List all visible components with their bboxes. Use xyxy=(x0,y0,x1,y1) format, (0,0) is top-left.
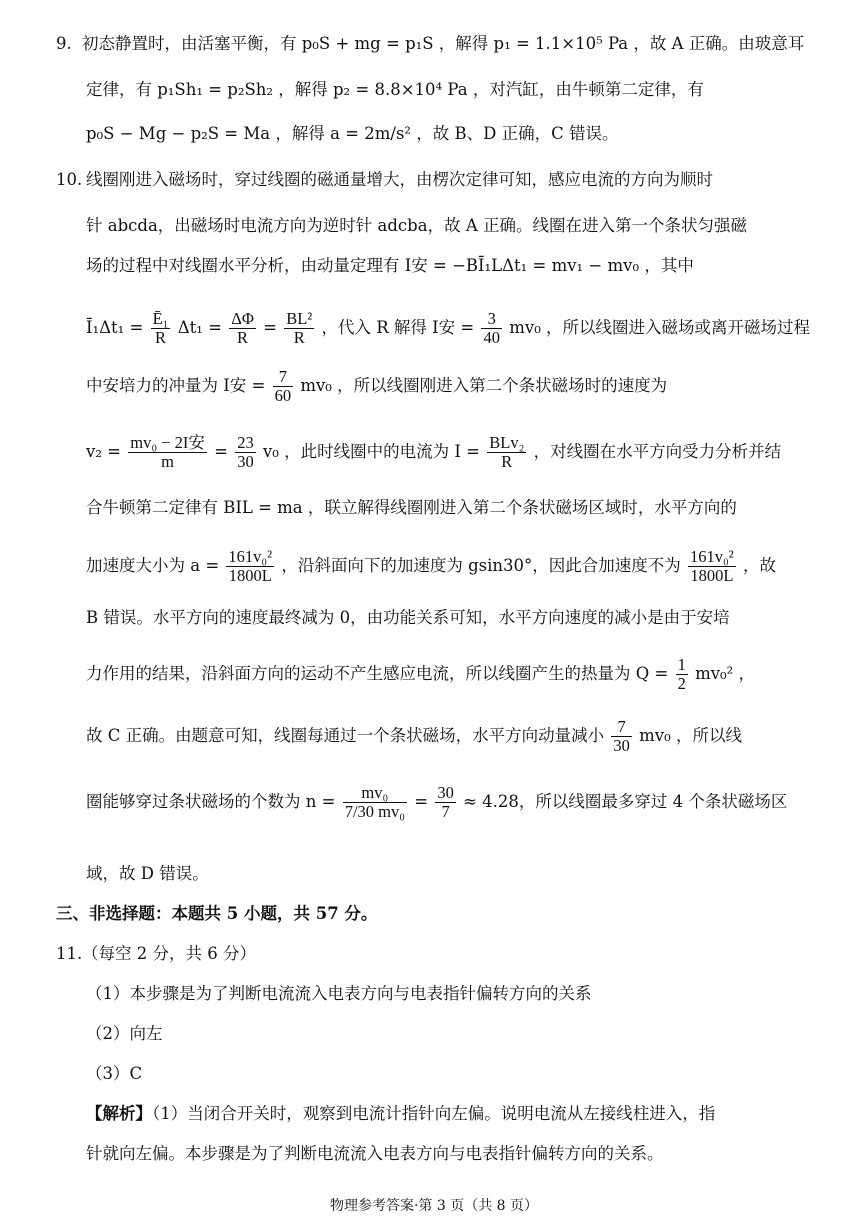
frac-den: m xyxy=(161,452,174,471)
q10-text-3: 场的过程中对线圈水平分析，由动量定理有 I安 = −BĪ₁LΔt₁ = mv₁ − mv₀ ，其中 xyxy=(86,256,694,275)
frac-den: 2 xyxy=(677,674,686,693)
q10-eq6-b: = xyxy=(214,442,228,461)
q11-line-1 xyxy=(0,942,868,966)
frac-den: 7/30 mv₀ xyxy=(344,802,405,821)
frac-den: R xyxy=(237,328,249,347)
frac-num: mv₀ − 2I安 xyxy=(130,433,205,452)
q10-eq8-b: ，沿斜面向下的加速度为 gsin30°，因此合加速度不为 xyxy=(281,556,681,575)
q10-eq6-c: v₀ ，此时线圈中的电流为 I = xyxy=(262,442,480,461)
q11-analysis-1 xyxy=(0,1102,868,1126)
frac-num: 1 xyxy=(677,655,686,674)
q9-text-1: 初态静置时，由活塞平衡，有 p₀S + mg = p₁S ，解得 p₁ = 1.1×10⁵ Pa ，故 A 正确。由玻意耳 xyxy=(82,34,805,53)
q9-text-2: 定律，有 p₁Sh₁ = p₂Sh₂ ，解得 p₂ = 8.8×10⁴ Pa ，对汽缸，由牛顿第二定律，有 xyxy=(86,80,704,99)
frac-den: 30 xyxy=(613,736,630,755)
analysis-text-1: （1）当闭合开关时，观察到电流计指针向左偏。说明电流从左接线柱进入，指 xyxy=(152,1104,716,1123)
q10-eq5-a: 中安培力的冲量为 I安 = xyxy=(86,376,266,395)
frac-den: 40 xyxy=(483,328,500,347)
q10-eq10-b: mv₀² ， xyxy=(695,664,756,683)
q10-text-1: 线圈刚进入磁场时，穿过线圈的磁通量增大，由楞次定律可知，感应电流的方向为顺时 xyxy=(86,170,713,189)
q11-number: 11. xyxy=(56,944,83,963)
fraction-23-over-30 xyxy=(235,434,256,471)
q10-text-9: B 错误。水平方向的速度最终减为 0，由功能关系可知，水平方向速度的减小是由于安培 xyxy=(86,608,730,627)
q11-answer-3-text: （3）C xyxy=(86,1064,143,1083)
q10-text-7: 合牛顿第二定律有 BIL = ma ，联立解得线圈刚进入第二个条状磁场区域时，水平方向的 xyxy=(86,498,737,517)
section-3-title: 三、非选择题：本题共 5 小题，共 57 分。 xyxy=(56,904,378,923)
fraction-7-over-30 xyxy=(611,718,632,755)
frac-num: 161v₀² xyxy=(228,547,273,566)
frac-num: 7 xyxy=(273,368,294,387)
q10-line-2 xyxy=(0,214,868,238)
q10-eq10-a: 力作用的结果，沿斜面方向的运动不产生感应电流，所以线圈产生的热量为 Q = xyxy=(86,664,669,683)
q9-line-3 xyxy=(0,122,868,146)
q10-eq8-a: 加速度大小为 a = xyxy=(86,556,220,575)
frac-num: 161v₀² xyxy=(690,547,734,566)
fraction-v2 xyxy=(128,434,207,471)
frac-den: 7 xyxy=(441,802,450,821)
q9-text-3: p₀S − Mg − p₂S = Ma ，解得 a = 2m/s² ，故 B、D 正确，C 错误。 xyxy=(86,124,619,143)
q10-eq4-b: Δt₁ = xyxy=(177,318,222,337)
q10-line-3 xyxy=(0,254,868,278)
q11-answer-1-text: （1）本步骤是为了判断电流流入电表方向与电表指针偏转方向的关系 xyxy=(86,984,592,1003)
frac-den: 1800L xyxy=(690,566,734,585)
fraction-blv2-over-r xyxy=(487,434,526,471)
q11-answer-2-text: （2）向左 xyxy=(86,1024,163,1043)
section-heading xyxy=(0,902,868,926)
analysis-text-2: 针就向左偏。本步骤是为了判断电流流入电表方向与电表指针偏转方向的关系。 xyxy=(86,1144,664,1163)
q10-line-1 xyxy=(0,168,868,192)
fraction-n xyxy=(343,784,407,821)
frac-num: BL² xyxy=(286,309,313,328)
frac-num: mv₀ xyxy=(343,784,407,803)
q9-number: 9. xyxy=(56,34,72,53)
q10-eq11-b: mv₀ ，所以线 xyxy=(639,726,742,745)
frac-den: 1800L xyxy=(228,566,272,585)
fraction-30-over-7 xyxy=(435,784,456,821)
q11-answer-1 xyxy=(0,982,868,1006)
frac-den: 30 xyxy=(237,452,254,471)
q10-line-6 xyxy=(0,432,868,472)
q10-line-10 xyxy=(0,654,868,694)
q11-answer-2 xyxy=(0,1022,868,1046)
q10-eq5-b: mv₀ ，所以线圈刚进入第二个条状磁场时的速度为 xyxy=(300,376,668,395)
q11-header: （每空 2 分，共 6 分） xyxy=(82,944,256,963)
q10-eq11-a: 故 C 正确。由题意可知，线圈每通过一个条状磁场，水平方向动量减小 xyxy=(86,726,605,745)
frac-den: R xyxy=(293,328,305,347)
frac-num: 30 xyxy=(437,783,454,802)
q10-line-7 xyxy=(0,496,868,520)
q10-number: 10. xyxy=(56,170,83,189)
q10-eq4-d: ，代入 R 解得 I安 = xyxy=(321,318,475,337)
q10-text-13: 域，故 D 错误。 xyxy=(86,864,209,883)
fraction-1-over-2 xyxy=(676,656,688,693)
fraction-7-over-60 xyxy=(273,368,294,405)
q10-eq6-d: ，对线圈在水平方向受力分析并结 xyxy=(533,442,782,461)
fraction-bl2-over-r xyxy=(284,310,314,347)
q10-eq12-c: ≈ 4.28，所以线圈最多穿过 4 个条状磁场区 xyxy=(463,792,788,811)
q10-line-11 xyxy=(0,716,868,756)
q11-answer-3 xyxy=(0,1062,868,1086)
q10-eq12-b: = xyxy=(414,792,429,811)
q10-line-9 xyxy=(0,606,868,630)
frac-num: Ē₁ xyxy=(152,309,169,328)
fraction-e1-over-r xyxy=(151,310,171,347)
fraction-3-over-40 xyxy=(481,310,502,347)
q9-line-2 xyxy=(0,78,868,102)
q10-text-2: 针 abcda，出磁场时电流方向为逆时针 adcba，故 A 正确。线圈在进入第一个条状匀强磁 xyxy=(86,216,747,235)
frac-num: 23 xyxy=(237,433,254,452)
q10-eq8-c: ，故 xyxy=(743,556,776,575)
q10-line-12 xyxy=(0,780,868,824)
fraction-dphi-over-r xyxy=(229,310,256,347)
analysis-label: 【解析】 xyxy=(86,1104,152,1123)
frac-num: ΔΦ xyxy=(231,309,254,328)
q10-eq6-a: v₂ = xyxy=(86,442,122,461)
q10-line-5 xyxy=(0,366,868,406)
q10-line-8 xyxy=(0,544,868,588)
fraction-161-over-1800-b xyxy=(688,548,736,585)
page-footer: 物理参考答案·第 3 页（共 8 页） xyxy=(329,1198,539,1214)
frac-den: R xyxy=(155,328,167,347)
q9-line-1 xyxy=(0,32,868,56)
frac-den: 60 xyxy=(274,386,292,405)
q10-line-4 xyxy=(0,308,868,348)
fraction-161-over-1800 xyxy=(226,548,274,585)
frac-den: R xyxy=(501,452,513,471)
q10-eq4-c: = xyxy=(263,318,277,337)
q11-analysis-2 xyxy=(0,1142,868,1166)
q10-eq4-a: Ī₁Δt₁ = xyxy=(86,318,144,337)
frac-num: BLv₂ xyxy=(489,433,525,452)
frac-num: 7 xyxy=(611,718,632,737)
q10-eq4-e: mv₀ ，所以线圈进入磁场或离开磁场过程 xyxy=(509,318,811,337)
q10-eq12-a: 圈能够穿过条状磁场的个数为 n = xyxy=(86,792,336,811)
frac-num: 3 xyxy=(481,310,502,329)
q10-line-13 xyxy=(0,862,868,886)
